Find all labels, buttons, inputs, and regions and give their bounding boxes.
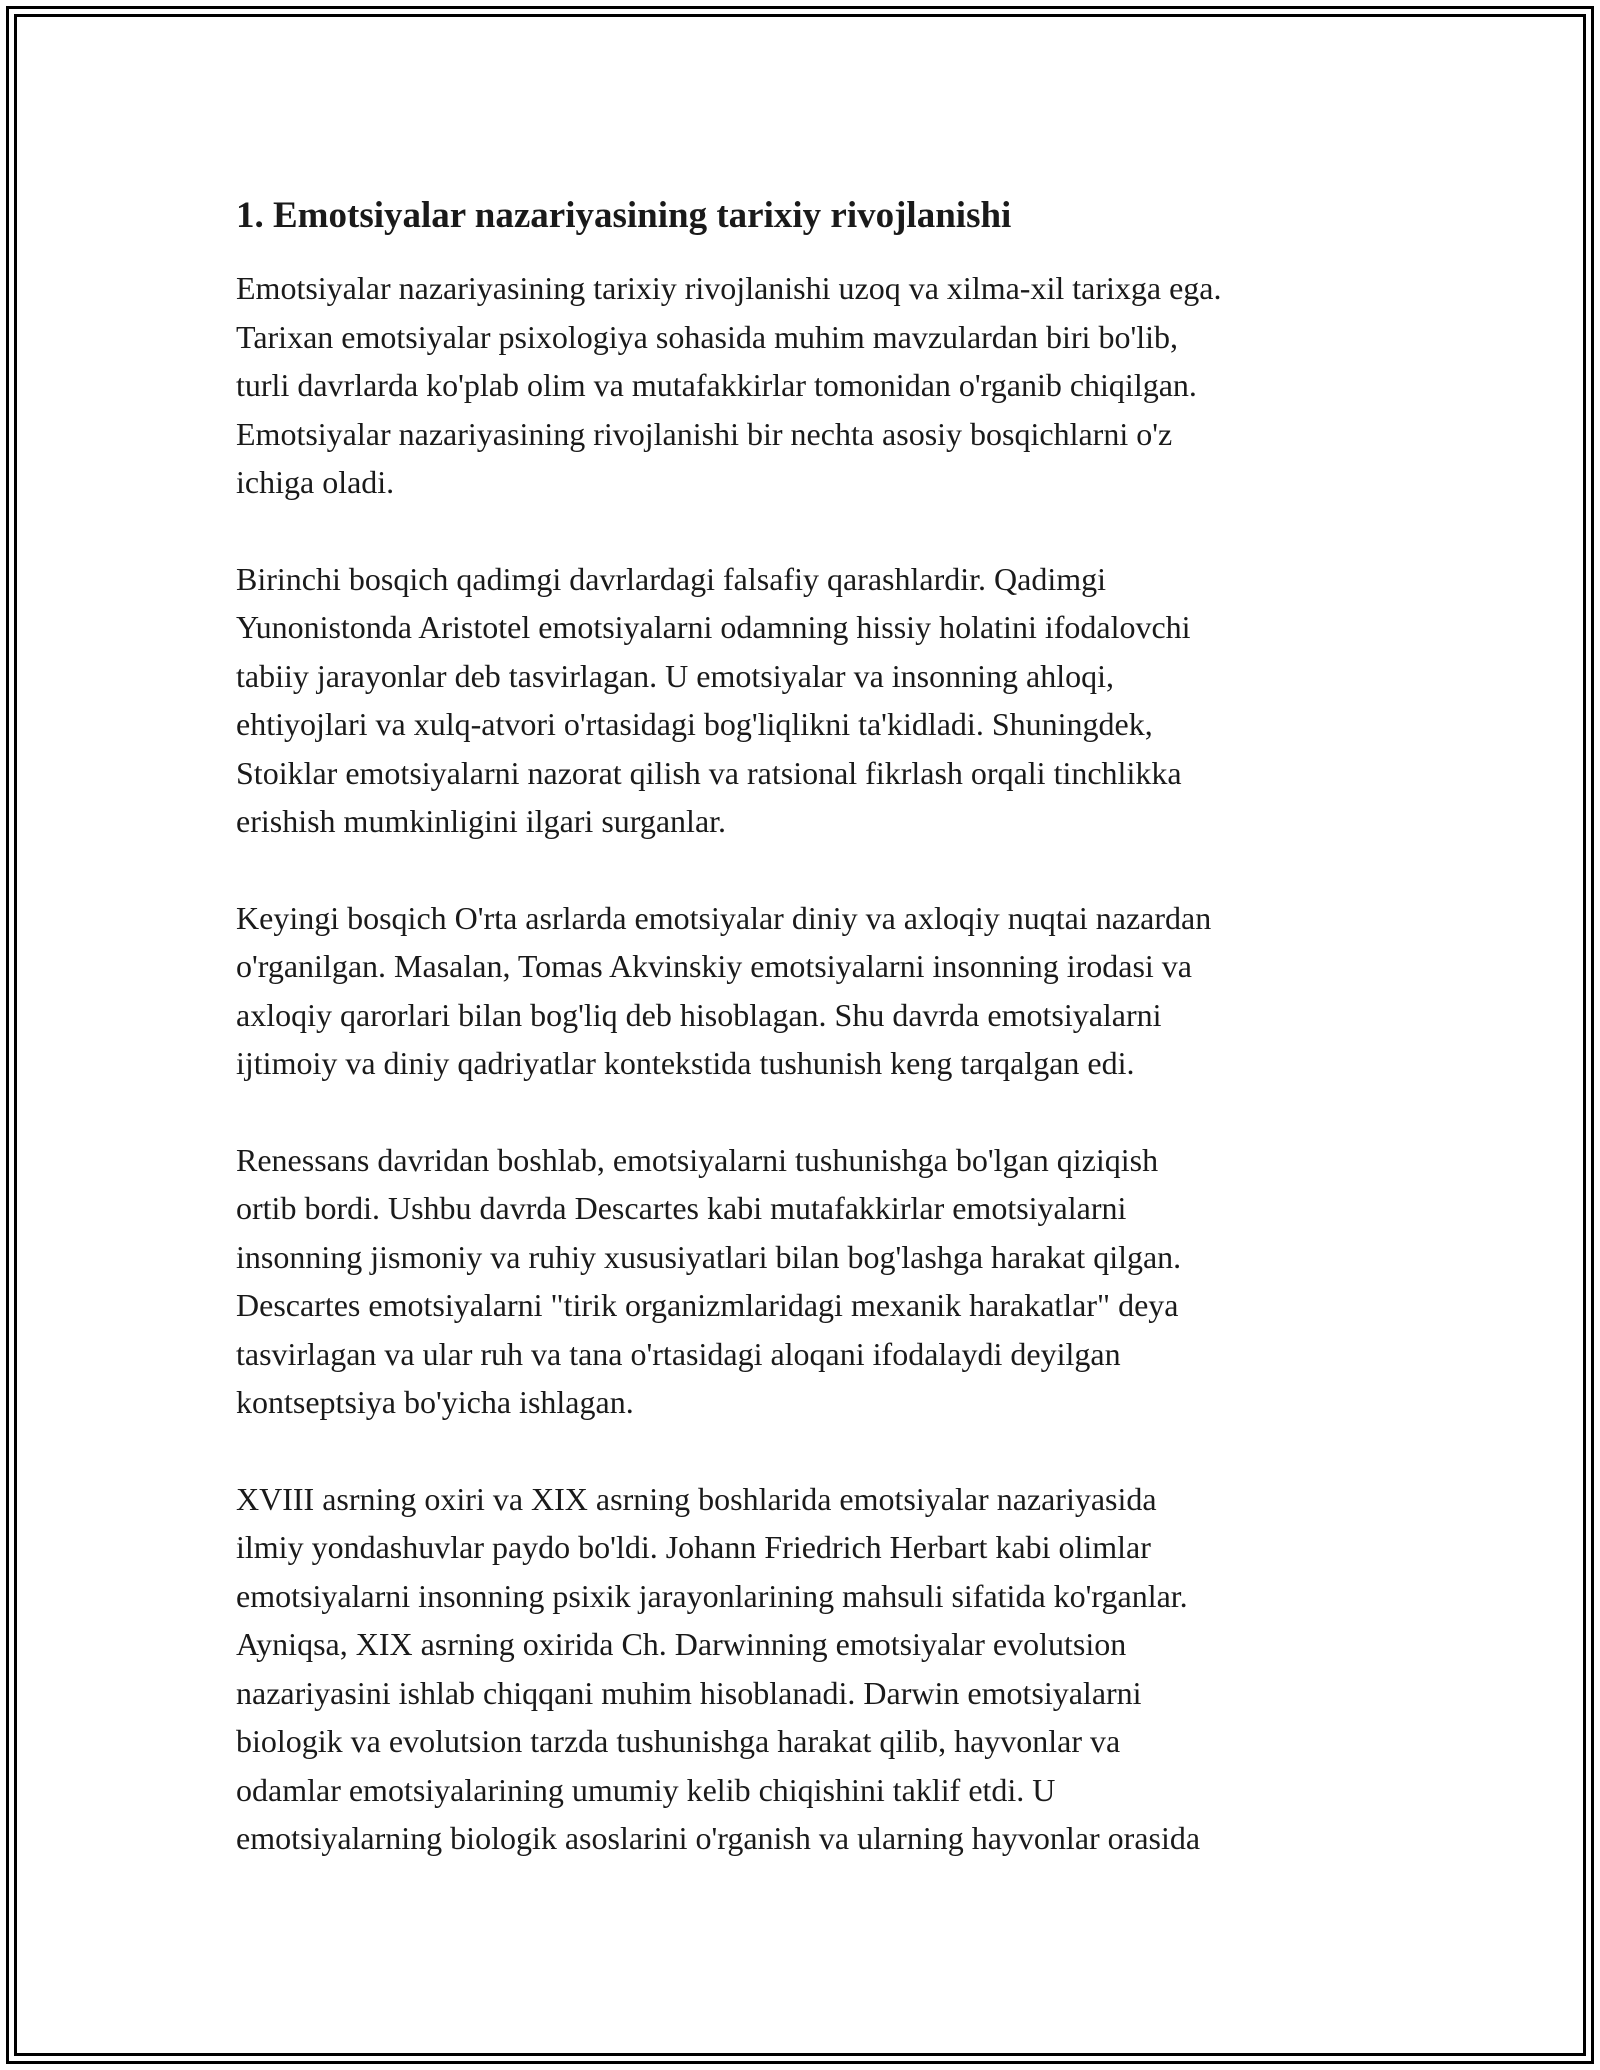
paragraph-5: XVIII asrning oxiri va XIX asrning boshlarida emotsiyalar nazariyasida ilmiy yondashuvlar paydo bo'ldi. Johann Friedrich Herbart kabi olimlar emotsiyalarni insonning psixik jarayonlarining mahsuli sifatida ko'rganlar. Ayniqsa, XIX asrning oxirida Ch. Darwinning emotsiyalar evolutsion nazariyasini ishlab chiqqani muhim hisoblanadi. Darwin emotsiyalarni biologik va evolutsion tarzda tushunishga harakat qilib, hayvonlar va odamlar emotsiyalarining umumiy kelib chiqishini taklif etdi. U emotsiyalarning biologik asoslarini o'rganish va ularning hayvonlar orasida — [236, 1480, 1201, 1856]
paragraph-1: Emotsiyalar nazariyasining tarixiy rivojlanishi uzoq va xilma-xil tarixga ega. Tarixan emotsiyalar psixologiya sohasida muhim mavzulardan biri bo'lib, turli davrlarda ko'plab olim va mutafakkirlar tomonidan o'rganib chiqilgan. Emotsiyalar nazariyasining rivojlanishi bir nechta asosiy bosqichlarni o'z ichiga oladi. — [236, 270, 1222, 500]
document-body — [236, 188, 1376, 1911]
paragraph-4: Renessans davridan boshlab, emotsiyalarni tushunishga bo'lgan qiziqish ortib bordi. Ushbu davrda Descartes kabi mutafakkirlar emotsiyalarni insonning jismoniy va ruhiy xususiyatlari bilan bog'lashga harakat qilgan. Descartes emotsiyalarni "tirik organizmlaridagi mexanik harakatlar" deya tasvirlagan va ular ruh va tana o'rtasidagi aloqani ifodalaydi deyilgan kontseptsiya bo'yicha ishlagan. — [236, 1141, 1182, 1420]
paragraph-2: Birinchi bosqich qadimgi davrlardagi falsafiy qarashlardir. Qadimgi Yunonistonda Aristotel emotsiyalarni odamning hissiy holatini ifodalovchi tabiiy jarayonlar deb tasvirlagan. U emotsiyalar va insonning ahloqi, ehtiyojlari va xulq-atvori o'rtasidagi bog'liqlikni ta'kidladi. Shuningdek, Stoiklar emotsiyalarni nazorat qilish va ratsional fikrlash orqali tinchlikka erishish mumkinligini ilgari surganlar. — [236, 560, 1191, 839]
paragraph-3: Keyingi bosqich O'rta asrlarda emotsiyalar diniy va axloqiy nuqtai nazardan o'rganilgan. Masalan, Tomas Akvinskiy emotsiyalarni insonning irodasi va axloqiy qarorlari bilan bog'liq deb hisoblagan. Shu davrda emotsiyalarni ijtimoiy va diniy qadriyatlar kontekstida tushunish keng tarqalgan edi. — [236, 899, 1212, 1081]
section-heading: 1. Emotsiyalar nazariyasining tarixiy rivojlanishi — [236, 195, 1012, 236]
